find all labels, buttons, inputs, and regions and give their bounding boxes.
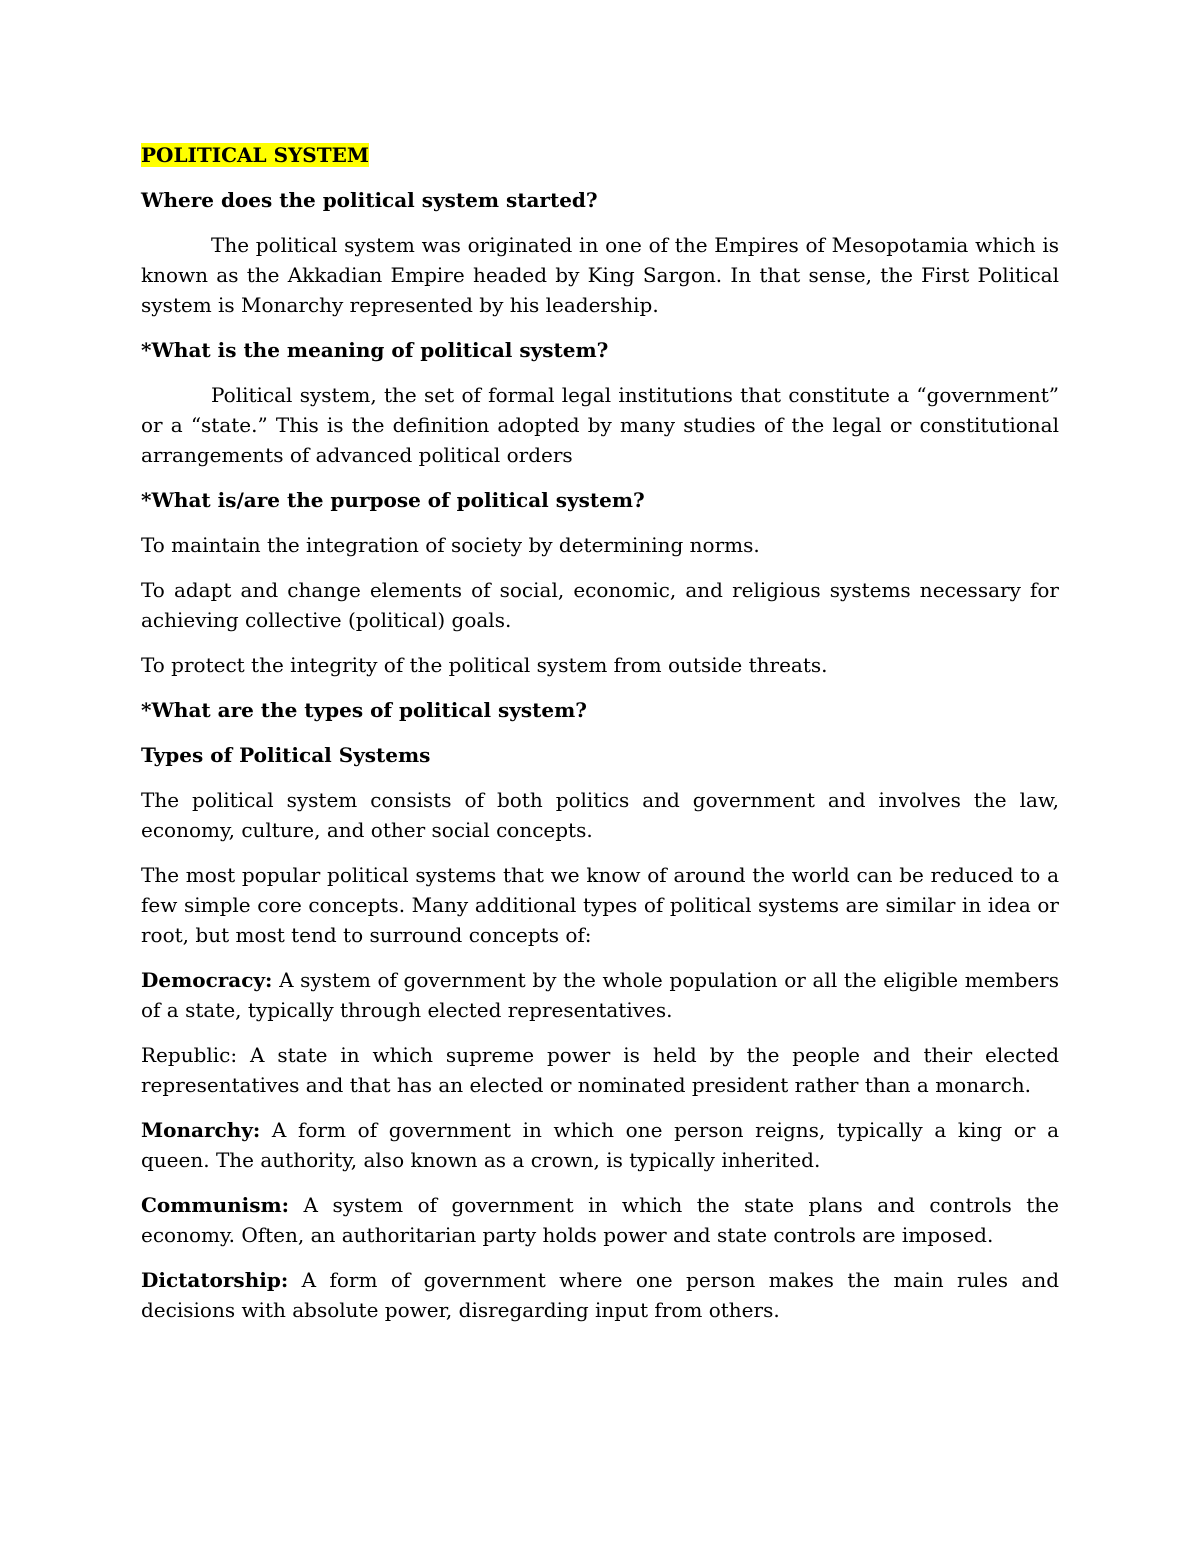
answer-origin: The political system was originated in one of the Empires of Mesopotamia which is known as the Akkadian Empire headed by King Sargon. In that sense, the First Political system is Monarchy represented by his leadership. bbox=[141, 233, 1059, 317]
question-purpose: *What is/are the purpose of political system? bbox=[141, 488, 645, 512]
definition-text: A system of government by the whole population or all the eligible members of a state, typically through elected representatives. bbox=[141, 968, 1059, 1022]
types-heading: Types of Political Systems bbox=[141, 743, 431, 767]
definition-text: A form of government where one person makes the main rules and decisions with absolute power, disregarding input from others. bbox=[141, 1268, 1059, 1322]
definition-text: A system of government in which the state plans and controls the economy. Often, an authoritarian party holds power and state controls are imposed. bbox=[141, 1193, 1059, 1247]
term-dictatorship: Dictatorship: bbox=[141, 1268, 289, 1292]
term-communism: Communism: bbox=[141, 1193, 290, 1217]
definition-dictatorship bbox=[141, 1265, 1059, 1325]
purpose-item: To adapt and change elements of social, economic, and religious systems necessary for achieving collective (political) goals. bbox=[141, 578, 1059, 632]
definition-communism bbox=[141, 1190, 1059, 1250]
question-origin: Where does the political system started? bbox=[141, 188, 598, 212]
document-title bbox=[141, 140, 1059, 170]
definition-democracy bbox=[141, 965, 1059, 1025]
term-monarchy: Monarchy: bbox=[141, 1118, 261, 1142]
question-meaning: *What is the meaning of political system? bbox=[141, 338, 609, 362]
answer-meaning: Political system, the set of formal legal institutions that constitute a “government” or a “state.” This is the definition adopted by many studies of the legal or constitutional arrangements of advanced political orders bbox=[141, 383, 1059, 467]
document-page bbox=[141, 140, 1059, 1340]
definition-monarchy bbox=[141, 1115, 1059, 1175]
definition-republic: Republic: A state in which supreme power is held by the people and their elected representatives and that has an elected or nominated president rather than a monarch. bbox=[141, 1043, 1059, 1097]
question-types: *What are the types of political system? bbox=[141, 698, 588, 722]
purpose-item: To protect the integrity of the political system from outside threats. bbox=[141, 653, 828, 677]
term-democracy: Democracy: bbox=[141, 968, 273, 992]
title-highlight: POLITICAL SYSTEM bbox=[141, 143, 370, 167]
purpose-item: To maintain the integration of society by determining norms. bbox=[141, 533, 760, 557]
definition-text: A form of government in which one person reigns, typically a king or a queen. The authority, also known as a crown, is typically inherited. bbox=[141, 1118, 1059, 1172]
types-intro-paragraph: The political system consists of both politics and government and involves the law, economy, culture, and other social concepts. bbox=[141, 788, 1059, 842]
types-intro-paragraph: The most popular political systems that we know of around the world can be reduced to a few simple core concepts. Many additional types of political systems are similar in idea or root, but most tend to surround concepts of: bbox=[141, 863, 1059, 947]
